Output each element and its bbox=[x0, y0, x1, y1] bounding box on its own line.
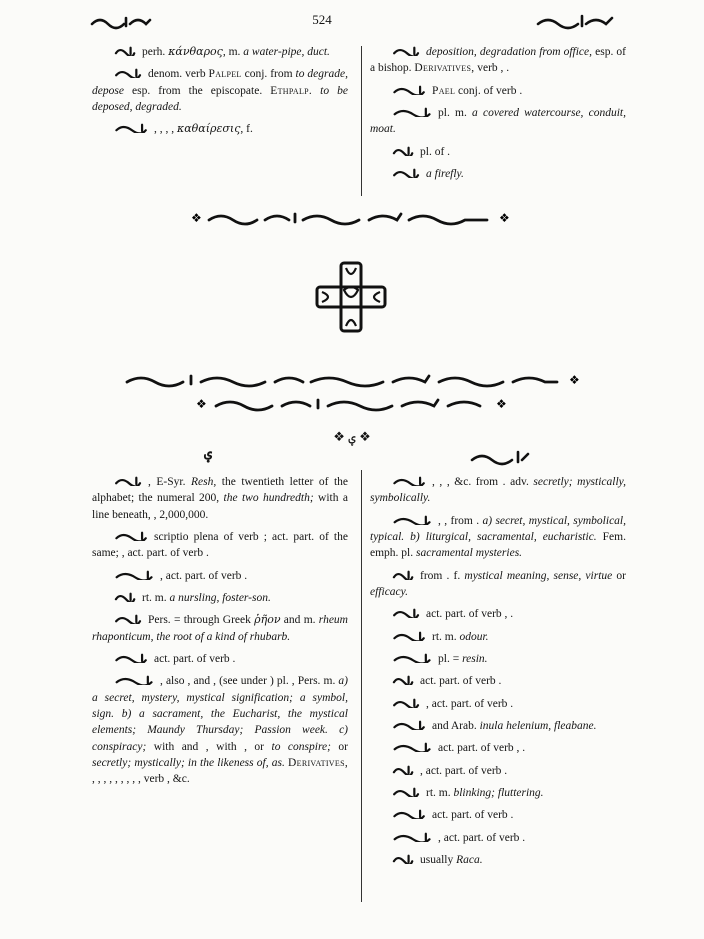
entry-text-t: and Arab. bbox=[432, 719, 480, 732]
syriac-lemma-glyph bbox=[113, 613, 145, 624]
syriac-lemma-glyph bbox=[113, 67, 145, 78]
entry-text-t: denom. verb bbox=[148, 68, 209, 81]
entry-text-i: a firefly. bbox=[426, 167, 464, 180]
dictionary-entry bbox=[370, 763, 626, 779]
entry-text-t: , , , , bbox=[154, 123, 177, 136]
entry-text-t: conj. of verb . bbox=[455, 84, 523, 97]
entry-text-t: usually bbox=[420, 853, 457, 866]
entry-text-t: act. part. of verb , . bbox=[438, 742, 526, 755]
entry-text-t: , act. part. of verb . bbox=[438, 831, 526, 844]
page-number: 524 bbox=[312, 12, 332, 27]
ornamental-cross bbox=[314, 260, 388, 334]
entry-text-sc: Palpel bbox=[208, 68, 242, 81]
syriac-lemma-glyph bbox=[391, 719, 429, 730]
dictionary-entry bbox=[370, 830, 626, 846]
dictionary-entry bbox=[370, 474, 626, 507]
entry-text-t: conj. from bbox=[241, 68, 296, 81]
syriac-lemma-glyph bbox=[391, 674, 417, 685]
syriac-lemma-glyph bbox=[391, 45, 423, 56]
syriac-lemma-glyph bbox=[391, 167, 423, 178]
dictionary-entry bbox=[370, 44, 626, 77]
entry-text-i: Maundy Thursday; bbox=[136, 724, 244, 737]
right-column-main bbox=[370, 474, 626, 874]
entry-text-t: from . f. bbox=[420, 569, 465, 582]
dictionary-entry bbox=[370, 105, 626, 138]
syriac-lemma-glyph bbox=[391, 741, 435, 752]
entry-text-i: Raca. bbox=[456, 853, 483, 866]
syriac-lemma-glyph bbox=[391, 652, 435, 663]
entry-text-t: , , from . bbox=[438, 514, 483, 527]
column-rule-top bbox=[361, 46, 362, 196]
entry-text-t: act. part. of verb , . bbox=[426, 608, 514, 621]
entry-text-sc: Derivatives, bbox=[288, 756, 348, 769]
entry-text-t: , m. bbox=[222, 46, 244, 58]
entry-text-g: ῥῆον bbox=[254, 613, 281, 627]
entry-text-i: mystical meaning, sense, virtue bbox=[464, 569, 613, 582]
entry-text-t: perh. bbox=[142, 46, 169, 58]
entry-text-t: , act. part. of verb . bbox=[426, 697, 514, 710]
dictionary-entry bbox=[92, 66, 348, 115]
entry-text-i: a covered watercourse, conduit, moat. bbox=[370, 106, 626, 136]
entry-text-sc: Pael bbox=[432, 84, 456, 97]
syriac-lemma-glyph bbox=[113, 122, 151, 133]
dictionary-entry bbox=[370, 606, 626, 622]
left-column-letter-head: ؠ bbox=[204, 446, 213, 461]
entry-text-i: the two hundredth; bbox=[223, 492, 314, 505]
left-column-main bbox=[92, 474, 348, 794]
right-column-title-glyphs bbox=[470, 448, 530, 466]
entry-text-t: act. part. of verb . bbox=[420, 675, 502, 688]
dictionary-entry bbox=[92, 612, 348, 645]
syriac-lemma-glyph bbox=[391, 514, 435, 525]
dictionary-entry bbox=[92, 121, 348, 137]
syriac-colophon-1 bbox=[0, 206, 704, 233]
syriac-lemma-glyph bbox=[391, 145, 417, 156]
section-mark bbox=[0, 428, 704, 446]
entry-text-t: , , , &c. from . adv. bbox=[432, 476, 534, 488]
dictionary-entry bbox=[370, 740, 626, 756]
syriac-lemma-glyph bbox=[113, 45, 139, 56]
syriac-lemma-glyph bbox=[391, 630, 429, 641]
syriac-lemma-glyph bbox=[113, 674, 157, 685]
entry-text-t: scriptio plena of verb ; act. part. of the same; , act. part. of verb . bbox=[92, 530, 348, 560]
dictionary-entry bbox=[92, 673, 348, 787]
dictionary-entry bbox=[92, 568, 348, 584]
entry-text-t: , also , and , (see under ) pl. , Pers. m. bbox=[160, 675, 339, 688]
svg-text:❖: ❖ bbox=[569, 373, 580, 387]
syriac-lemma-glyph bbox=[391, 607, 423, 618]
syriac-lemma-glyph bbox=[391, 831, 435, 842]
svg-text:❖: ❖ bbox=[499, 211, 510, 225]
entry-text-t: , f. bbox=[240, 123, 253, 136]
entry-text-t: Fem. emph. pl. bbox=[370, 530, 626, 560]
dictionary-entry bbox=[370, 673, 626, 689]
entry-text-t: pl. = bbox=[438, 652, 463, 665]
dictionary-entry bbox=[370, 718, 626, 734]
dictionary-entry bbox=[370, 513, 626, 562]
syriac-colophon-3 bbox=[0, 392, 704, 419]
entry-text-t: act. part. of verb . bbox=[154, 652, 236, 665]
section-mark-decoration-left: ❖ bbox=[333, 429, 349, 444]
svg-text:❖: ❖ bbox=[196, 397, 207, 411]
entry-text-t: pl. m. bbox=[438, 106, 473, 119]
entry-text-i: a) secret, mystical, symbolical, typical. b) liturgical, sacramental, eucharistic. bbox=[370, 514, 626, 543]
entry-text-i: a) a secret, mystery, mystical signification; a symbol, sign. b) a sacrament, the Eucharist, the mystical elements; bbox=[92, 675, 348, 737]
entry-text-i: inula helenium, fleabane. bbox=[479, 719, 597, 732]
column-rule-main bbox=[361, 470, 362, 902]
syriac-lemma-glyph bbox=[391, 84, 429, 95]
syriac-lemma-glyph bbox=[113, 569, 157, 580]
entry-text-t: Pers. = through Greek bbox=[148, 614, 255, 627]
syriac-lemma-glyph bbox=[391, 853, 417, 864]
dictionary-entry bbox=[92, 44, 348, 60]
entry-text-i: efficacy. bbox=[370, 585, 408, 598]
svg-text:❖: ❖ bbox=[496, 397, 507, 411]
entry-text-t: esp. of a bishop. bbox=[370, 46, 626, 75]
dictionary-entry bbox=[92, 529, 348, 562]
running-head bbox=[90, 10, 554, 36]
entry-text-i: a nursling, foster-son. bbox=[169, 591, 271, 604]
dictionary-entry bbox=[370, 807, 626, 823]
right-column-top bbox=[370, 44, 626, 188]
entry-text-t: , act. part. of verb . bbox=[420, 764, 508, 777]
dictionary-entry bbox=[370, 696, 626, 712]
dictionary-entry bbox=[370, 651, 626, 667]
entry-text-i: to conspire; bbox=[271, 740, 331, 753]
entry-text-t: the twentieth letter of the alphabet; the numeral 200, bbox=[92, 476, 348, 505]
syriac-lemma-glyph bbox=[391, 786, 423, 797]
entry-text-i: a water-pipe, duct. bbox=[243, 46, 330, 58]
entry-text-g: κάνθαρος bbox=[168, 45, 223, 58]
entry-text-i: to degrade, depose bbox=[92, 68, 348, 97]
entry-text-i: deposition, degradation from office, bbox=[426, 46, 593, 58]
svg-text:❖: ❖ bbox=[191, 211, 202, 225]
entry-text-i: rheum rhaponticum, the root of a kind of rhubarb. bbox=[92, 614, 348, 643]
entry-text-t: or bbox=[612, 569, 626, 582]
syriac-lemma-glyph bbox=[391, 808, 429, 819]
syriac-colophon-2-glyphs bbox=[117, 368, 587, 390]
entry-text-i: blinking; fluttering. bbox=[453, 786, 544, 799]
entry-text-t: rt. m. bbox=[426, 786, 454, 799]
dictionary-entry bbox=[370, 144, 626, 160]
entry-text-t: esp. from the episcopate. bbox=[123, 84, 271, 97]
entry-text-t: with a line beneath, , 2,000,000. bbox=[92, 492, 348, 521]
dictionary-entry bbox=[370, 785, 626, 801]
entry-text-t: , , , , , , , , , verb , &c. bbox=[92, 773, 190, 786]
entry-text-i: sacramental mysteries. bbox=[416, 547, 523, 560]
entry-text-t: , act. part. of verb . bbox=[160, 569, 248, 582]
entry-text-sc: Derivatives, bbox=[414, 62, 475, 75]
entry-text-t: verb , . bbox=[474, 62, 510, 75]
syriac-colophon-1-glyphs bbox=[187, 206, 517, 228]
dictionary-entry bbox=[370, 852, 626, 868]
entry-text-t: act. part. of verb . bbox=[432, 809, 514, 822]
section-mark-letter: ؠ bbox=[348, 429, 356, 444]
entry-text-sc: Ethpalp. bbox=[270, 84, 313, 97]
syriac-lemma-glyph bbox=[391, 697, 423, 708]
entry-text-i: to be deposed, degraded. bbox=[92, 84, 348, 113]
entry-text-i: Passion week. c) conspiracy; bbox=[92, 724, 348, 753]
entry-text-i: odour. bbox=[459, 630, 489, 643]
entry-text-i: Resh, bbox=[191, 476, 217, 488]
syriac-lemma-glyph bbox=[391, 764, 417, 775]
entry-text-t: or bbox=[330, 740, 348, 753]
syriac-colophon-3-glyphs bbox=[192, 392, 512, 414]
dictionary-entry bbox=[370, 629, 626, 645]
syriac-lemma-glyph bbox=[113, 591, 139, 602]
dictionary-entry bbox=[92, 590, 348, 606]
dictionary-entry bbox=[370, 166, 626, 182]
dictionary-entry bbox=[92, 474, 348, 523]
entry-text-i: resin. bbox=[462, 652, 488, 665]
syriac-lemma-glyph bbox=[391, 106, 435, 117]
dictionary-entry bbox=[370, 568, 626, 601]
entry-text-t: and m. bbox=[280, 614, 319, 627]
entry-text-t: pl. of . bbox=[420, 145, 451, 158]
syriac-lemma-glyph bbox=[391, 569, 417, 580]
entry-text-t: rt. m. bbox=[432, 630, 460, 643]
entry-text-g: καθαίρεσις bbox=[177, 122, 241, 136]
dictionary-entry bbox=[92, 651, 348, 667]
syriac-lemma-glyph bbox=[113, 475, 145, 486]
entry-text-i: secretly; mystically, symbolically. bbox=[370, 476, 627, 505]
syriac-running-head-right-glyphs bbox=[536, 12, 614, 30]
syriac-lemma-glyph bbox=[113, 652, 151, 663]
syriac-lemma-glyph bbox=[113, 530, 151, 541]
syriac-lemma-glyph bbox=[391, 475, 429, 486]
left-column-top bbox=[92, 44, 348, 144]
section-mark-decoration-right: ❖ bbox=[355, 429, 371, 444]
entry-text-t: with and , with , or bbox=[146, 740, 272, 753]
entry-text-t: rt. m. bbox=[142, 591, 170, 604]
entry-text-i: secretly; mystically; in the likeness of, as. bbox=[92, 756, 285, 769]
dictionary-entry bbox=[370, 83, 626, 99]
entry-text-t: , E-Syr. bbox=[148, 476, 192, 488]
